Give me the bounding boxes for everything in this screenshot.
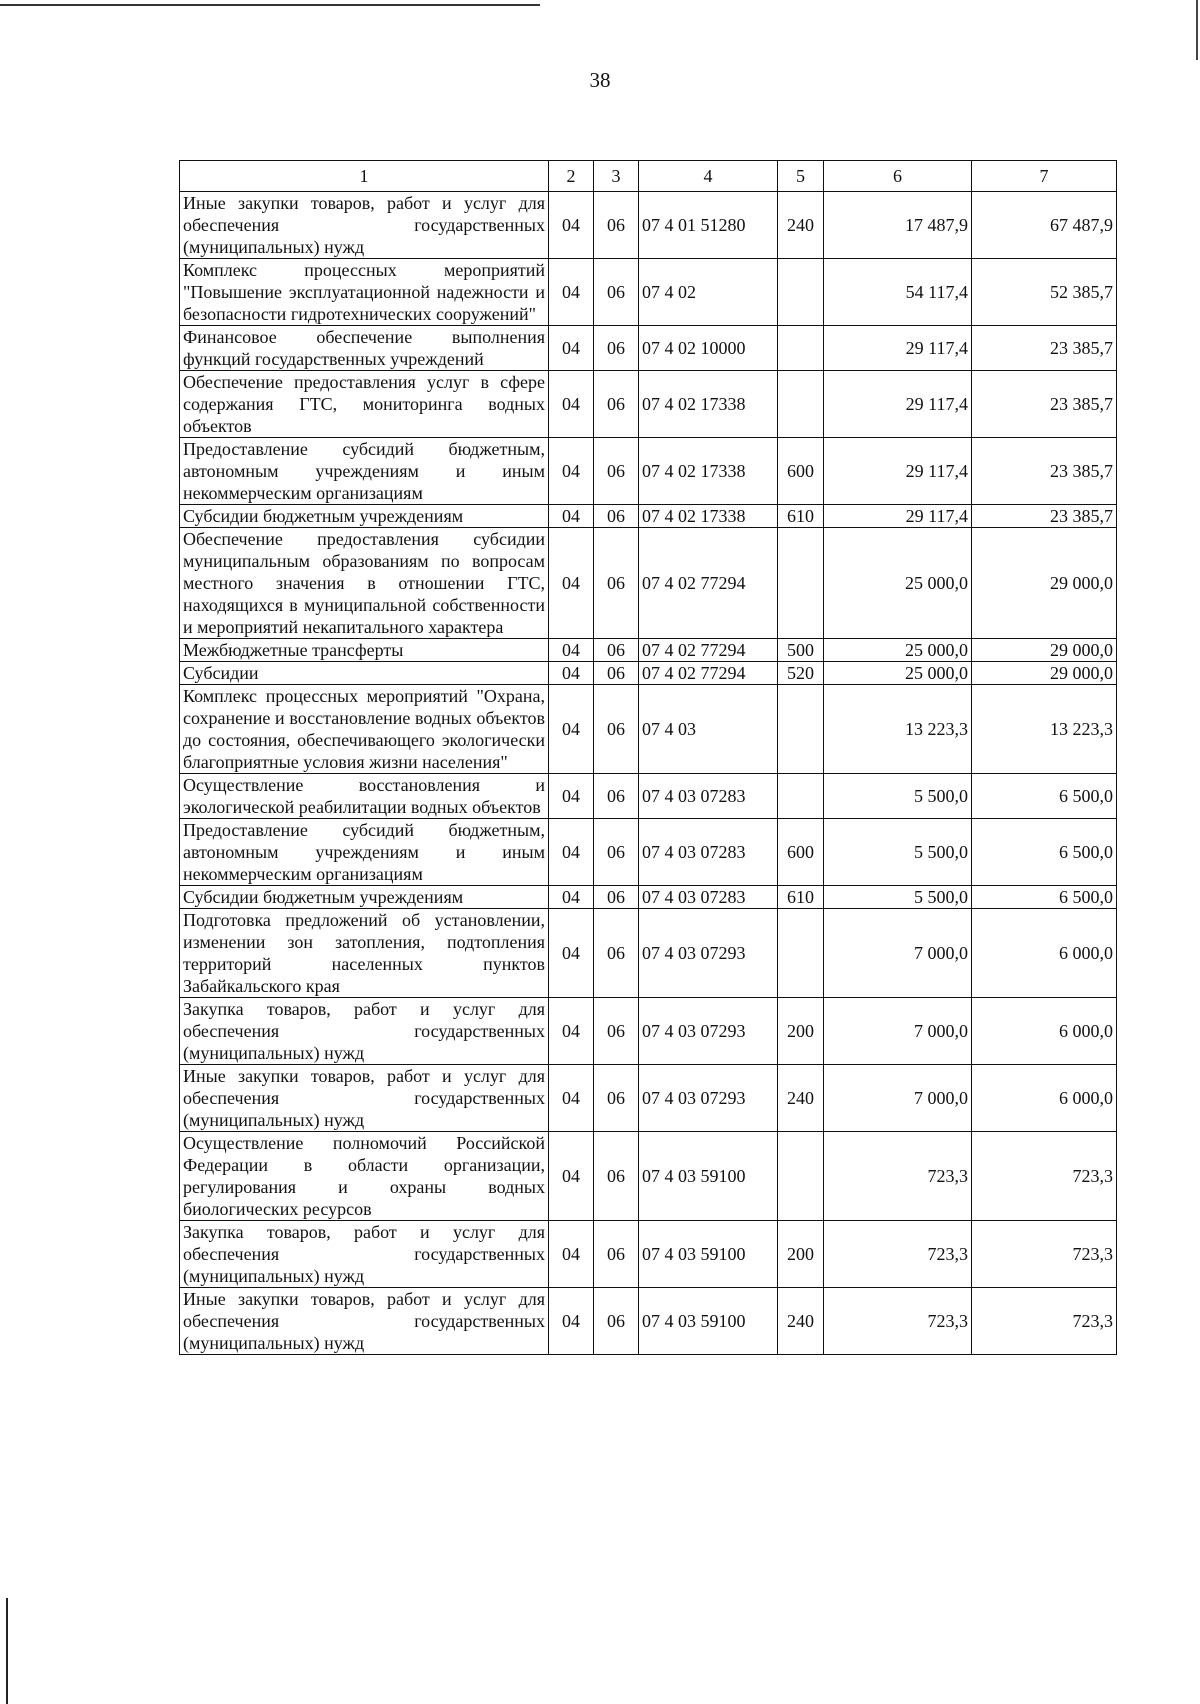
cell-amount-col7: 6 500,0: [972, 774, 1117, 819]
table-row: [180, 438, 1117, 505]
cell-target-article: 07 4 02 17338: [639, 371, 778, 438]
cell-section: 04: [549, 259, 594, 326]
cell-amount-col7: 52 385,7: [972, 259, 1117, 326]
scan-left-rule: [6, 1598, 8, 1704]
cell-amount-col6: 54 117,4: [824, 259, 972, 326]
cell-subsection: 06: [594, 909, 639, 998]
cell-target-article: 07 4 02 77294: [639, 662, 778, 685]
cell-target-article: 07 4 02 77294: [639, 528, 778, 639]
cell-section: 04: [549, 1288, 594, 1355]
cell-subsection: 06: [594, 819, 639, 886]
column-header: 4: [639, 161, 778, 192]
cell-expense-type: [778, 326, 824, 371]
cell-section: 04: [549, 1132, 594, 1221]
cell-amount-col6: 5 500,0: [824, 819, 972, 886]
cell-amount-col6: 29 117,4: [824, 371, 972, 438]
cell-amount-col7: 23 385,7: [972, 371, 1117, 438]
table-row: [180, 192, 1117, 259]
table-row: [180, 886, 1117, 909]
cell-name: Субсидии бюджетным учреждениям: [180, 505, 549, 528]
cell-target-article: 07 4 03 07293: [639, 1065, 778, 1132]
scan-top-rule: [0, 4, 540, 6]
cell-subsection: 06: [594, 371, 639, 438]
header-row: [180, 161, 1117, 192]
cell-name: Межбюджетные трансферты: [180, 639, 549, 662]
cell-name: Комплекс процессных мероприятий "Охрана, сохранение и восстановление водных объектов до состояния, обеспечивающего экологически благоприятные условия жизни населения": [180, 685, 549, 774]
cell-target-article: 07 4 02: [639, 259, 778, 326]
cell-expense-type: 520: [778, 662, 824, 685]
cell-target-article: 07 4 03: [639, 685, 778, 774]
table-row: [180, 685, 1117, 774]
table-body: [180, 192, 1117, 1355]
cell-amount-col6: 7 000,0: [824, 998, 972, 1065]
table-row: [180, 1221, 1117, 1288]
cell-amount-col7: 6 000,0: [972, 909, 1117, 998]
cell-expense-type: 240: [778, 1065, 824, 1132]
cell-amount-col7: 723,3: [972, 1132, 1117, 1221]
column-header: 5: [778, 161, 824, 192]
cell-amount-col6: 25 000,0: [824, 639, 972, 662]
cell-target-article: 07 4 03 07293: [639, 909, 778, 998]
cell-amount-col6: 25 000,0: [824, 662, 972, 685]
cell-target-article: 07 4 03 07283: [639, 819, 778, 886]
cell-subsection: 06: [594, 528, 639, 639]
cell-name: Осуществление восстановления и экологической реабилитации водных объектов: [180, 774, 549, 819]
cell-expense-type: 200: [778, 998, 824, 1065]
cell-amount-col6: 29 117,4: [824, 438, 972, 505]
cell-amount-col6: 7 000,0: [824, 1065, 972, 1132]
cell-subsection: 06: [594, 1288, 639, 1355]
cell-subsection: 06: [594, 662, 639, 685]
cell-target-article: 07 4 03 59100: [639, 1288, 778, 1355]
cell-subsection: 06: [594, 774, 639, 819]
cell-amount-col6: 17 487,9: [824, 192, 972, 259]
cell-section: 04: [549, 528, 594, 639]
cell-subsection: 06: [594, 438, 639, 505]
column-header: 3: [594, 161, 639, 192]
cell-subsection: 06: [594, 639, 639, 662]
cell-name: Подготовка предложений об установлении, изменении зон затопления, подтопления территорий населенных пунктов Забайкальского края: [180, 909, 549, 998]
cell-amount-col6: 7 000,0: [824, 909, 972, 998]
cell-amount-col7: 29 000,0: [972, 528, 1117, 639]
table-row: [180, 259, 1117, 326]
cell-expense-type: [778, 259, 824, 326]
cell-subsection: 06: [594, 998, 639, 1065]
cell-expense-type: [778, 909, 824, 998]
cell-amount-col7: 6 500,0: [972, 819, 1117, 886]
cell-section: 04: [549, 438, 594, 505]
cell-section: 04: [549, 819, 594, 886]
cell-amount-col7: 23 385,7: [972, 438, 1117, 505]
cell-target-article: 07 4 03 59100: [639, 1132, 778, 1221]
cell-subsection: 06: [594, 1065, 639, 1132]
cell-target-article: 07 4 03 07293: [639, 998, 778, 1065]
cell-section: 04: [549, 774, 594, 819]
table-row: [180, 909, 1117, 998]
cell-amount-col6: 25 000,0: [824, 528, 972, 639]
cell-name: Предоставление субсидий бюджетным, автономным учреждениям и иным некоммерческим организациям: [180, 438, 549, 505]
cell-name: Комплекс процессных мероприятий "Повышение эксплуатационной надежности и безопасности гидротехнических сооружений": [180, 259, 549, 326]
cell-name: Осуществление полномочий Российской Федерации в области организации, регулирования и охраны водных биологических ресурсов: [180, 1132, 549, 1221]
table-row: [180, 774, 1117, 819]
cell-target-article: 07 4 02 10000: [639, 326, 778, 371]
cell-subsection: 06: [594, 685, 639, 774]
cell-amount-col7: 23 385,7: [972, 505, 1117, 528]
column-header: 2: [549, 161, 594, 192]
cell-amount-col6: 13 223,3: [824, 685, 972, 774]
cell-section: 04: [549, 326, 594, 371]
cell-amount-col7: 723,3: [972, 1288, 1117, 1355]
page-number: 38: [589, 68, 611, 92]
table-row: [180, 1288, 1117, 1355]
scan-right-rule: [1196, 0, 1198, 60]
cell-name: Предоставление субсидий бюджетным, автономным учреждениям и иным некоммерческим организациям: [180, 819, 549, 886]
cell-target-article: 07 4 02 77294: [639, 639, 778, 662]
cell-amount-col6: 723,3: [824, 1132, 972, 1221]
cell-name: Финансовое обеспечение выполнения функций государственных учреждений: [180, 326, 549, 371]
cell-amount-col7: 6 000,0: [972, 1065, 1117, 1132]
cell-name: Субсидии бюджетным учреждениям: [180, 886, 549, 909]
cell-expense-type: 500: [778, 639, 824, 662]
budget-table: [179, 160, 1117, 1355]
cell-subsection: 06: [594, 886, 639, 909]
cell-name: Субсидии: [180, 662, 549, 685]
cell-section: 04: [549, 1221, 594, 1288]
cell-amount-col6: 5 500,0: [824, 774, 972, 819]
cell-section: 04: [549, 685, 594, 774]
cell-target-article: 07 4 03 07283: [639, 774, 778, 819]
cell-expense-type: 610: [778, 886, 824, 909]
cell-subsection: 06: [594, 326, 639, 371]
cell-section: 04: [549, 505, 594, 528]
cell-expense-type: 240: [778, 1288, 824, 1355]
cell-expense-type: 600: [778, 819, 824, 886]
cell-target-article: 07 4 03 59100: [639, 1221, 778, 1288]
cell-name: Закупка товаров, работ и услуг для обеспечения государственных (муниципальных) нужд: [180, 998, 549, 1065]
cell-expense-type: 600: [778, 438, 824, 505]
cell-subsection: 06: [594, 259, 639, 326]
cell-expense-type: [778, 528, 824, 639]
column-header: 7: [972, 161, 1117, 192]
cell-expense-type: 200: [778, 1221, 824, 1288]
cell-amount-col7: 29 000,0: [972, 662, 1117, 685]
cell-name: Обеспечение предоставления субсидии муниципальным образованиям по вопросам местного значения в отношении ГТС, находящихся в муниципальной собственности и мероприятий некапитального характера: [180, 528, 549, 639]
cell-target-article: 07 4 02 17338: [639, 438, 778, 505]
cell-name: Иные закупки товаров, работ и услуг для обеспечения государственных (муниципальных) нужд: [180, 192, 549, 259]
cell-subsection: 06: [594, 1132, 639, 1221]
cell-amount-col6: 723,3: [824, 1288, 972, 1355]
cell-expense-type: [778, 774, 824, 819]
cell-amount-col7: 67 487,9: [972, 192, 1117, 259]
cell-section: 04: [549, 909, 594, 998]
column-header: 1: [180, 161, 549, 192]
cell-name: Иные закупки товаров, работ и услуг для обеспечения государственных (муниципальных) нужд: [180, 1065, 549, 1132]
table-row: [180, 505, 1117, 528]
cell-name: Обеспечение предоставления услуг в сфере содержания ГТС, мониторинга водных объектов: [180, 371, 549, 438]
cell-section: 04: [549, 639, 594, 662]
cell-amount-col6: 29 117,4: [824, 505, 972, 528]
cell-amount-col6: 5 500,0: [824, 886, 972, 909]
table-row: [180, 528, 1117, 639]
cell-amount-col7: 13 223,3: [972, 685, 1117, 774]
cell-amount-col7: 723,3: [972, 1221, 1117, 1288]
cell-expense-type: [778, 371, 824, 438]
cell-target-article: 07 4 02 17338: [639, 505, 778, 528]
cell-expense-type: 610: [778, 505, 824, 528]
cell-name: Иные закупки товаров, работ и услуг для обеспечения государственных (муниципальных) нужд: [180, 1288, 549, 1355]
cell-expense-type: [778, 685, 824, 774]
table-row: [180, 662, 1117, 685]
table-row: [180, 326, 1117, 371]
cell-amount-col7: 29 000,0: [972, 639, 1117, 662]
cell-name: Закупка товаров, работ и услуг для обеспечения государственных (муниципальных) нужд: [180, 1221, 549, 1288]
table-row: [180, 819, 1117, 886]
cell-target-article: 07 4 01 51280: [639, 192, 778, 259]
cell-amount-col7: 6 000,0: [972, 998, 1117, 1065]
cell-expense-type: [778, 1132, 824, 1221]
cell-section: 04: [549, 886, 594, 909]
cell-section: 04: [549, 371, 594, 438]
cell-section: 04: [549, 192, 594, 259]
cell-expense-type: 240: [778, 192, 824, 259]
table-row: [180, 1132, 1117, 1221]
cell-section: 04: [549, 1065, 594, 1132]
cell-amount-col7: 6 500,0: [972, 886, 1117, 909]
table-row: [180, 1065, 1117, 1132]
cell-amount-col6: 29 117,4: [824, 326, 972, 371]
cell-amount-col7: 23 385,7: [972, 326, 1117, 371]
table-row: [180, 998, 1117, 1065]
table-row: [180, 639, 1117, 662]
cell-subsection: 06: [594, 505, 639, 528]
cell-subsection: 06: [594, 192, 639, 259]
cell-amount-col6: 723,3: [824, 1221, 972, 1288]
cell-target-article: 07 4 03 07283: [639, 886, 778, 909]
cell-section: 04: [549, 662, 594, 685]
cell-section: 04: [549, 998, 594, 1065]
column-header: 6: [824, 161, 972, 192]
table-row: [180, 371, 1117, 438]
cell-subsection: 06: [594, 1221, 639, 1288]
